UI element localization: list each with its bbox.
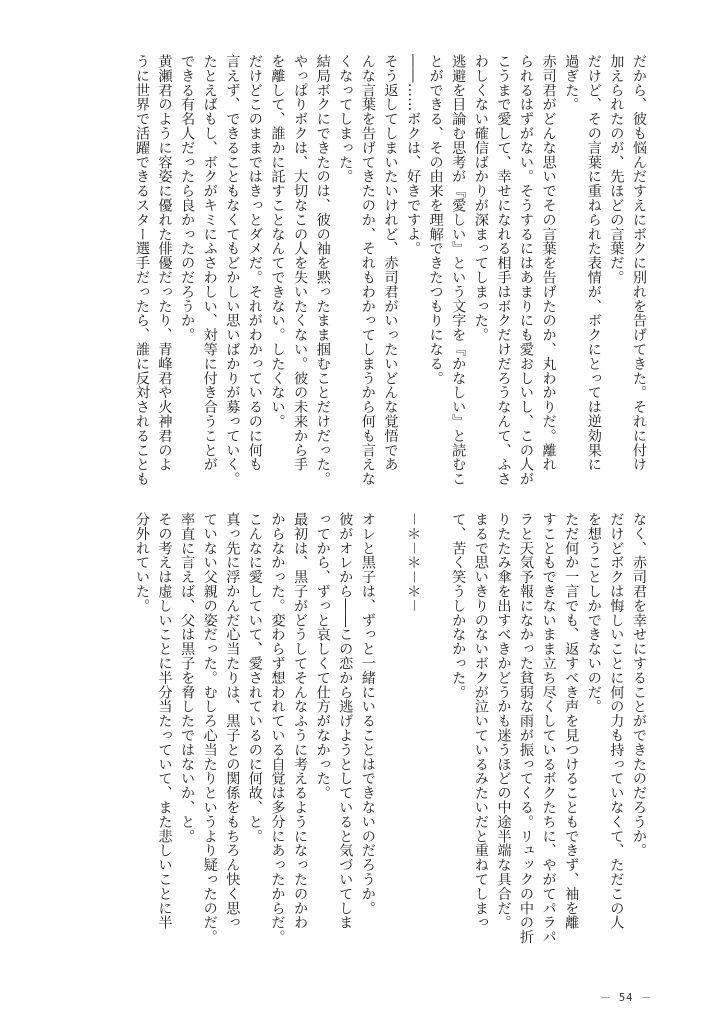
text-line: られるはずがない。そうするにはあまりにも愛おしいし、この人が [518, 54, 535, 486]
text-line: 赤司君がどんな思いでその言葉を告げたのか、丸わかりだ。離れ [540, 54, 557, 472]
text-line: ていない父親の姿だった。むしろ心当たりというより疑ったのだ。 [201, 512, 218, 944]
page-number: － 54 － [600, 992, 653, 1004]
text-line: すこともできないまま立ち尽くしているボクたちに、やがてパラパ [540, 512, 557, 944]
text-line: その考えは虚しいことに半分当たっていて、また悲しいことに半 [156, 512, 173, 930]
text-line: こんなに愛していて、愛されているのに何故、と。 [246, 512, 263, 844]
text-line: オレと黒子は、ずっと一緒にいることはできないのだろうか。 [359, 512, 376, 916]
text-line: だけどボクは悔しいことに何の力も持っていなくて、ただこの人 [608, 512, 625, 930]
text-line: りたたみ傘を出すべきかどうかも迷うほどの中途半端な具合だ。 [495, 512, 512, 930]
text-line: そう返してしまいたいけれど、赤司君がいったいどんな覚悟であ [382, 54, 399, 472]
text-line: 過ぎた。 [563, 54, 580, 112]
text-line: んな言葉を告げてきたのか、それもわかってしまうから何も言えな [359, 54, 376, 486]
text-line: まるで思いきりのないボクが泣いているみたいだと重ねてしまっ [472, 512, 489, 930]
text-line: とができる、その由来を理解できたつもりになる。 [427, 54, 444, 386]
text-line: ラと天気予報になかった貧弱な雨が振ってくる。リュックの中の折 [518, 512, 535, 944]
text-line: を離して、誰かに託すことなんてできない。したくない。 [269, 54, 286, 429]
text-line: うに世界で活躍できるスター選手だったら、誰に反対されることも [133, 54, 150, 486]
text-line: 最初は、黒子がどうしてそんなふうに考えるようになったのかわ [292, 512, 309, 930]
text-line: ただ何か一言でも、返すべき声を見つけることもできず、袖を離 [563, 512, 580, 930]
text-line: 加えられたのが、先ほどの言葉だ。 [608, 54, 625, 285]
text-line: 逃避を目論む思考が『愛しい』という文字を『かなしい』と読むこ [450, 54, 467, 486]
text-line: なく、赤司君を幸せにすることができたのだろうか。 [631, 512, 647, 858]
lower-text-block [130, 512, 650, 952]
text-line: 黄瀬君のように容姿に優れた俳優だったり、青峰君や火神君のよ [156, 54, 173, 472]
scene-break: －＊－＊－＊－ [405, 512, 422, 613]
text-line: わしくない確信ばかりが深まってしまった。 [472, 54, 489, 342]
text-line: 真っ先に浮かんだ心当たりは、黒子との関係をもちろん快く思っ [224, 512, 241, 930]
text-line: だけど、その言葉に重ねられた表情が、ボクにとっては逆効果に [585, 54, 602, 472]
text-line: やっぱりボクは、大切なこの人を失いたくない。彼の未来から手 [292, 54, 309, 472]
text-line: 言えず、できることもなくてもどかしい思いばかりが募っていく。 [224, 54, 241, 486]
text-line: 結局ボクにできたのは、彼の袖を黙ったまま掴むことだけだった。 [314, 54, 331, 486]
text-line: こうまで愛して、幸せになれる相手はボクだけだろうなんて、ふさ [495, 54, 512, 486]
blank-line [424, 512, 447, 952]
text-line: くなってしまった。 [337, 54, 354, 184]
text-line: だから、彼も悩んだすえにボクに別れを告げてきた。それに付け [631, 54, 647, 472]
text-line: 彼がオレから――この恋から逃げようとしていると気づいてしま [337, 512, 354, 930]
text-line: 率直に言えば、父は黒子を脅したではないか、と。 [179, 512, 196, 844]
text-line: 分外れていた。 [133, 512, 150, 613]
text-line: できる有名人だったら良かったのだろうか。 [179, 54, 196, 342]
upper-text-block [130, 54, 650, 494]
text-line: ってから、ずっと哀しくて仕方がなかった。 [314, 512, 331, 800]
text-line: たとえばもし、ボクがキミにふさわしい、対等に付き合うことが [201, 54, 218, 472]
text-line: からなかった。変わらず想われている自覚は多分にあったからだ。 [269, 512, 286, 944]
blank-line [379, 512, 402, 952]
text-line: ――……ボクは、好きですよ。 [405, 54, 422, 256]
text-line: て、苦く笑うしかなかった。 [450, 512, 467, 700]
text-line: だけどこのままではきっとダメだ。それがわかっているのに何も [246, 54, 263, 472]
text-line: を想うことしかできないのだ。 [585, 512, 602, 714]
